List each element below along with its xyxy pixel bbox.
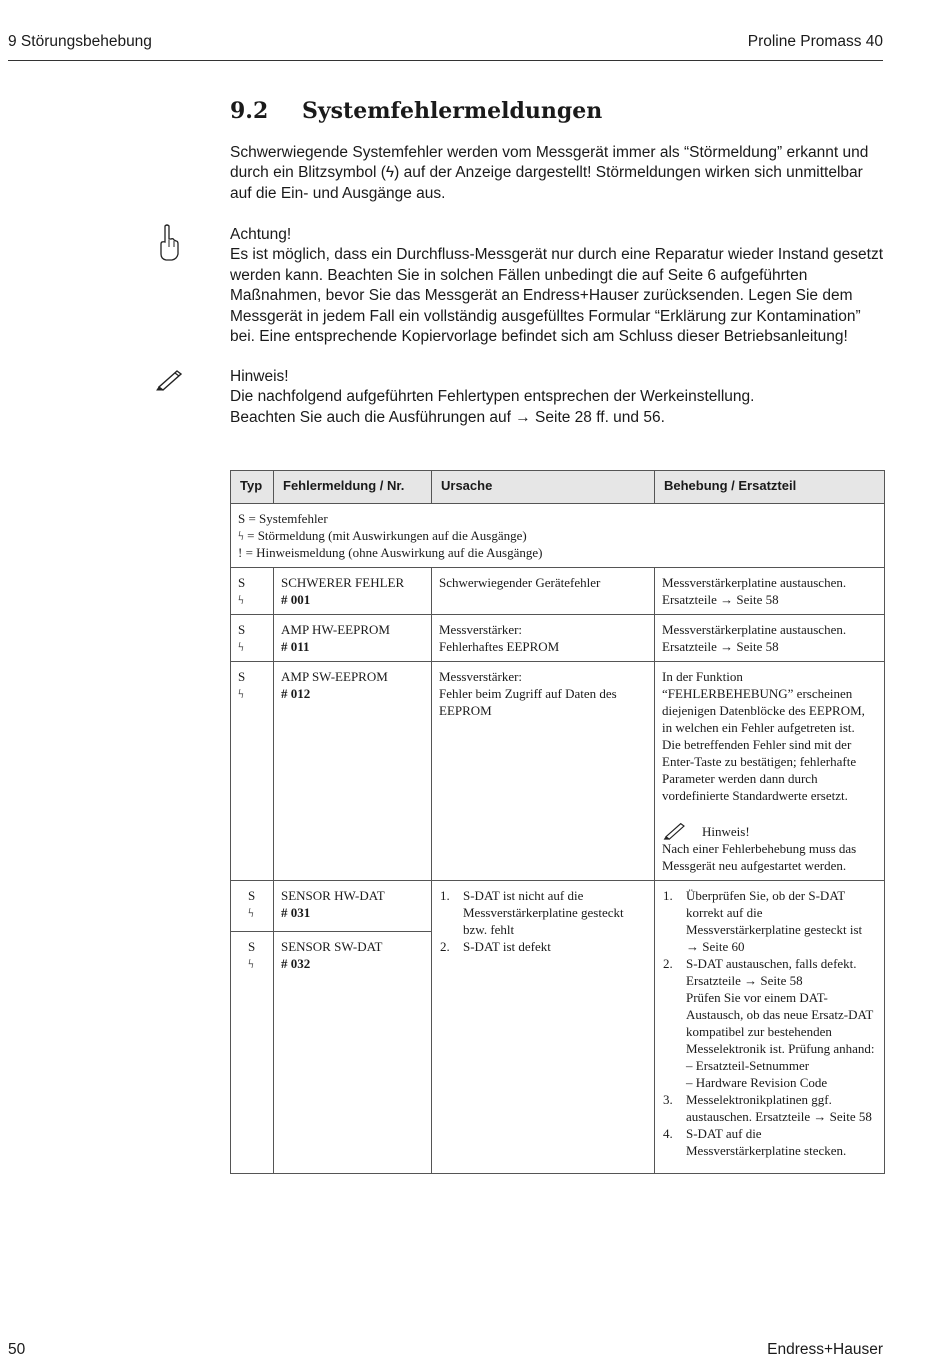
intro-paragraph: Schwerwiegende Systemfehler werden vom Messgerät immer als “Störmeldung” erkannt und durch ein Blitzsymbol (ϟ) auf der Anzeige dargestellt! Störmeldungen wirken sich unmittelbar auf die Ein- und Ausgänge aus. bbox=[230, 144, 869, 202]
remedy-line: Messverstärkerplatine austauschen. bbox=[662, 575, 847, 590]
dash-item: – Hardware Revision Code bbox=[686, 1075, 828, 1090]
col-header-meldung: Fehlermeldung / Nr. bbox=[274, 471, 432, 504]
page-number: 50 bbox=[8, 1341, 26, 1358]
remedy-cell bbox=[655, 881, 885, 1174]
type-bolt: ϟ bbox=[248, 956, 254, 971]
message-cell bbox=[274, 615, 432, 662]
remedy-cell bbox=[655, 568, 885, 615]
remedy-cell bbox=[655, 662, 885, 881]
legend-line: ϟ = Störmeldung (mit Auswirkungen auf die Ausgänge) bbox=[238, 528, 527, 543]
message-name: SCHWERER FEHLER bbox=[281, 575, 405, 590]
remedy-line: Ersatzteile → Seite 58 bbox=[662, 592, 779, 607]
cause-cell: Schwerwiegender Gerätefehler bbox=[432, 568, 655, 615]
cause-line: Messverstärker: bbox=[439, 622, 523, 637]
step-number: 1. bbox=[663, 888, 673, 903]
remedy-line: Messverstärkerplatine austauschen. bbox=[662, 622, 847, 637]
type-cell bbox=[231, 568, 274, 615]
remedy-hint-text: Nach einer Fehlerbehebung muss das Messgerät neu aufgestartet werden. bbox=[662, 841, 857, 873]
cause-cell bbox=[432, 662, 655, 881]
warning-block bbox=[230, 225, 885, 347]
message-code: # 031 bbox=[281, 905, 311, 920]
remedy-step bbox=[662, 887, 877, 955]
type-s: S bbox=[248, 888, 256, 903]
message-code: # 001 bbox=[281, 592, 311, 607]
col-header-typ: Typ bbox=[231, 471, 274, 504]
type-s: S bbox=[238, 575, 246, 590]
table-row bbox=[231, 881, 885, 1174]
step-text: Prüfen Sie vor einem DAT-Austausch, ob das neue Ersatz-DAT kompatibel zur bestehenden Messelektronik ist. Prüfung anhand: bbox=[686, 990, 875, 1056]
type-cell bbox=[231, 615, 274, 662]
type-bolt: ϟ bbox=[238, 686, 244, 701]
legend-line: S = Systemfehler bbox=[238, 511, 328, 526]
message-cell bbox=[274, 568, 432, 615]
message-code: # 012 bbox=[281, 686, 311, 701]
table-row bbox=[231, 662, 885, 881]
legend-cell bbox=[231, 504, 885, 568]
cause-step bbox=[439, 938, 647, 955]
remedy-hint-label: Hinweis! bbox=[702, 823, 750, 839]
cause-line: Fehlerhaftes EEPROM bbox=[439, 639, 560, 654]
message-name: AMP HW-EEPROM bbox=[281, 622, 390, 637]
section-title-text: Systemfehlermeldungen bbox=[302, 98, 603, 124]
step-number: 4. bbox=[663, 1126, 673, 1141]
remedy-hint-heading bbox=[662, 822, 877, 840]
warning-label: Achtung! bbox=[230, 226, 292, 243]
step-text: S-DAT ist defekt bbox=[463, 939, 551, 954]
message-cell bbox=[274, 662, 432, 881]
message-cell bbox=[274, 881, 432, 1174]
remedy-line: In der Funktion “FEHLERBEHEBUNG” erscheinen diejenigen Datenblöcke des EEPROM, in welchen ein Fehler aufgetreten ist. bbox=[662, 669, 865, 735]
step-number: 2. bbox=[440, 939, 450, 954]
remedy-line: Ersatzteile → Seite 58 bbox=[662, 639, 779, 654]
footer-brand: Endress+Hauser bbox=[767, 1341, 883, 1358]
remedy-step bbox=[662, 1091, 877, 1125]
message-name: AMP SW-EEPROM bbox=[281, 669, 388, 684]
running-header-chapter: 9 Störungsbehebung bbox=[8, 33, 152, 50]
cause-cell bbox=[432, 615, 655, 662]
message-name: SENSOR SW-DAT bbox=[281, 939, 383, 954]
col-header-behebung: Behebung / Ersatzteil bbox=[655, 471, 885, 504]
step-text: S-DAT auf die Messverstärkerplatine stecken. bbox=[686, 1126, 847, 1158]
step-number: 1. bbox=[440, 888, 450, 903]
type-s: S bbox=[238, 622, 246, 637]
legend-row bbox=[231, 504, 885, 568]
table-row bbox=[231, 615, 885, 662]
step-number: 3. bbox=[663, 1092, 673, 1107]
type-s: S bbox=[248, 939, 256, 954]
type-cell bbox=[231, 662, 274, 881]
remedy-step bbox=[662, 1125, 877, 1159]
error-table bbox=[230, 470, 885, 1174]
message-code: # 011 bbox=[281, 639, 310, 654]
message-name: SENSOR HW-DAT bbox=[281, 888, 385, 903]
warning-text: Es ist möglich, dass ein Durchfluss-Messgerät nur durch eine Reparatur wieder Instand gesetzt werden kann. Beachten Sie in solchen Fällen unbedingt die auf Seite 6 aufgeführten Maßnahmen, bevor Sie das Messgerät an Endress+Hauser zurücksenden. Legen Sie dem Messgerät in jedem Fall ein vollständig ausgefülltes Formular “Erklärung zur Kontamination” bei. Eine entsprechende Kopiervorlage befindet sich am Schluss dieser Betriebsanleitung! bbox=[230, 246, 884, 346]
section-number: 9.2 bbox=[230, 98, 269, 124]
note-line-1: Die nachfolgend aufgeführten Fehlertypen entsprechen der Werkeinstellung. bbox=[230, 388, 755, 406]
cause-cell bbox=[432, 881, 655, 1174]
note-line-2: Beachten Sie auch die Ausführungen auf → Seite 28 ff. und 56. bbox=[230, 408, 665, 426]
type-bolt: ϟ bbox=[238, 639, 244, 654]
remedy-step bbox=[662, 955, 877, 1091]
type-s: S bbox=[238, 669, 246, 684]
table-row bbox=[231, 568, 885, 615]
step-text: Messelektronikplatinen ggf. austauschen. Ersatzteile → Seite 58 bbox=[686, 1092, 872, 1124]
running-header-product: Proline Promass 40 bbox=[747, 33, 883, 50]
pencil-note-icon bbox=[662, 822, 688, 840]
cause-step bbox=[439, 887, 647, 938]
step-text: Überprüfen Sie, ob der S-DAT korrekt auf die Messverstärkerplatine gesteckt ist → Seite 60 bbox=[686, 888, 863, 954]
step-text: S-DAT ist nicht auf die Messverstärkerplatine gesteckt bzw. fehlt bbox=[463, 888, 624, 937]
step-text: S-DAT austauschen, falls defekt. Ersatzteile → Seite 58 bbox=[686, 956, 857, 988]
note-label: Hinweis! bbox=[230, 368, 289, 385]
legend-line: ! = Hinweismeldung (ohne Auswirkung auf die Ausgänge) bbox=[238, 545, 543, 560]
type-bolt: ϟ bbox=[248, 905, 254, 920]
message-code: # 032 bbox=[281, 956, 311, 971]
col-header-ursache: Ursache bbox=[432, 471, 655, 504]
remedy-cell bbox=[655, 615, 885, 662]
step-number: 2. bbox=[663, 956, 673, 971]
remedy-line: Die betreffenden Fehler sind mit der Enter-Taste zu bestätigen; fehlerhafte Parameter werden dann durch vordefinierte Standardwerte ersetzt. bbox=[662, 737, 857, 803]
cause-line: Messverstärker: bbox=[439, 669, 523, 684]
type-bolt: ϟ bbox=[238, 592, 244, 607]
dash-item: – Ersatzteil-Setnummer bbox=[686, 1058, 810, 1073]
table-header-row bbox=[231, 471, 885, 504]
section-title bbox=[230, 98, 602, 124]
caution-hand-icon bbox=[158, 224, 180, 262]
note-block bbox=[230, 367, 885, 428]
cause-line: Fehler beim Zugriff auf Daten des EEPROM bbox=[439, 686, 617, 718]
pencil-note-icon bbox=[155, 369, 185, 391]
header-rule bbox=[8, 60, 883, 61]
type-cell bbox=[231, 881, 274, 1174]
